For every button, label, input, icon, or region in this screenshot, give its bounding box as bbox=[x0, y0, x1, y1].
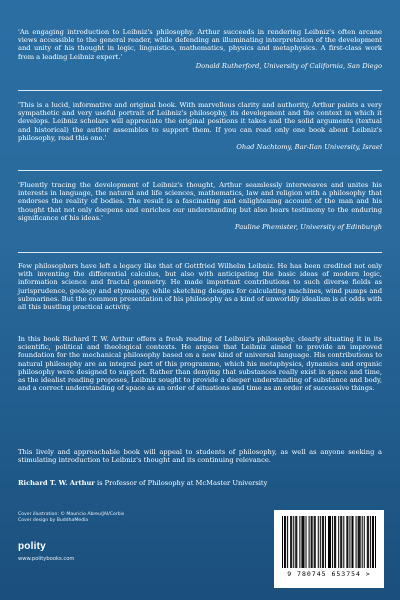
review-quote-3 bbox=[18, 181, 382, 231]
quote-attribution: Ohad Nachtomy, Bar-Ilan University, Israel bbox=[236, 143, 382, 152]
barcode-bar bbox=[362, 516, 363, 568]
barcode-bar bbox=[293, 516, 294, 568]
barcode-bar bbox=[301, 516, 302, 568]
barcode-bar bbox=[364, 516, 365, 568]
barcode-bar bbox=[309, 516, 310, 568]
barcode-bar bbox=[349, 516, 350, 568]
barcode-bar bbox=[287, 516, 288, 568]
barcode-bar bbox=[306, 516, 307, 568]
blurb-paragraph-2: In this book Richard T. W. Arthur offers a fresh reading of Leibniz's philosophy, clearly situating it in its scientific, political and theological contexts. He argues that Leibniz aimed to provide an improved foundation for the mechanical philosophy based on a new kind of universal language. His contributions to natural philosophy are an integral part of this programme, which his metaphysics, dynamics and organic philosophy were designed to support. Rather than denying that substances really exist in space and time, as the idealist reading proposes, Leibniz sought to provide a deeper understanding of substance and body, and a correct understanding of space as an order of situations and time as an order of successive things. bbox=[18, 335, 382, 393]
quote-text: 'An engaging introduction to Leibniz's philosophy. Arthur succeeds in rendering Leibniz's often arcane views accessible to the general reader, while defending an illuminating interpretation of the development and unity of his thought in logic, linguistics, mathematics, physics and metaphysics. A first-class work from a leading Leibniz expert.' bbox=[18, 28, 382, 61]
review-quote-2 bbox=[18, 101, 382, 151]
divider bbox=[18, 90, 382, 91]
barcode-bar bbox=[334, 516, 335, 568]
quote-text: 'Fluently tracing the development of Leibniz's thought, Arthur seamlessly interweaves and unites his interests in language, the natural and life sciences, mathematics, law and religion with a philosophy that endorses the reality of bodies. The result is a fascinating and enlightening account of the man and his thought that not only deepens and enriches our understanding but also bears testimony to the enduring significance of his ideas.' bbox=[18, 181, 382, 222]
barcode-bar bbox=[375, 516, 376, 568]
author-bio-text: is Professor of Philosophy at McMaster University bbox=[94, 479, 268, 487]
blurb-paragraph-3: This lively and approachable book will appeal to students of philosophy, as well as anyone seeking a stimulating introduction to Leibniz's thought and its continuing relevance. bbox=[18, 448, 382, 465]
barcode-bar bbox=[322, 516, 323, 568]
barcode bbox=[274, 510, 384, 588]
barcode-bar bbox=[372, 516, 373, 568]
cover-credits bbox=[18, 512, 124, 524]
quote-attribution: Donald Rutherford, University of California, San Diego bbox=[195, 61, 382, 70]
barcode-bar bbox=[318, 516, 319, 568]
barcode-bar bbox=[282, 516, 283, 568]
barcode-bar bbox=[295, 516, 296, 568]
barcode-bar bbox=[290, 516, 291, 568]
review-quote-1 bbox=[18, 28, 382, 70]
blurb-paragraph-1: Few philosophers have left a legacy like that of Gottfried Wilhelm Leibniz. He has been credited not only with inventing the differential calculus, but also with anticipating the basic ideas of modern logic, information science and fractal geometry. He made important contributions to such diverse fields as jurisprudence, geology and etymology, while sketching designs for calculating machines, wind pumps and submarines. But the common presentation of his philosophy as a kind of unworldly idealism is at odds with all this bustling practical activity. bbox=[18, 262, 382, 312]
divider bbox=[18, 252, 382, 253]
author-name: Richard T. W. Arthur bbox=[18, 479, 95, 487]
barcode-bar bbox=[303, 516, 304, 568]
illustration-credit: Cover illustration: © Mauricio Abreu/JAI/Corbis bbox=[18, 512, 125, 517]
barcode-bar bbox=[320, 516, 321, 568]
barcode-bar bbox=[311, 516, 312, 568]
barcode-bar bbox=[373, 516, 374, 568]
publisher-logo: polity bbox=[18, 541, 46, 552]
barcode-bar bbox=[325, 516, 326, 568]
barcode-bar bbox=[343, 516, 344, 568]
barcode-bar bbox=[346, 516, 347, 568]
barcode-bar bbox=[302, 516, 303, 568]
design-credit: Cover design by BuddhaMedia bbox=[18, 518, 89, 524]
barcode-bar bbox=[356, 516, 357, 568]
barcode-bar bbox=[367, 516, 368, 568]
barcode-bar bbox=[332, 516, 333, 568]
quote-text: 'This is a lucid, informative and original book. With marvellous clarity and authority, Arthur paints a very sympathetic and very useful portrait of Leibniz's philosophy, its development and the context in which it develops. Leibniz scholars will appreciate the original positions it takes and the solid arguments (textual and historical) the author assembles to support them. If you can read only one book about Leibniz's philosophy, read this one.' bbox=[18, 101, 382, 142]
barcode-bar bbox=[341, 516, 342, 568]
barcode-bar bbox=[340, 516, 341, 568]
barcode-bar bbox=[351, 516, 352, 568]
barcode-bar bbox=[328, 516, 329, 568]
barcode-bar bbox=[370, 516, 371, 568]
isbn-number: 9 780745 653754 > bbox=[287, 570, 371, 578]
quote-attribution: Pauline Phemister, University of Edinburgh bbox=[235, 223, 382, 232]
barcode-bar bbox=[285, 516, 286, 568]
barcode-bar bbox=[323, 516, 324, 568]
barcode-bar bbox=[347, 516, 348, 568]
barcode-bar bbox=[291, 516, 292, 568]
barcode-bar bbox=[314, 516, 315, 568]
barcode-bar bbox=[284, 516, 285, 568]
barcode-bar bbox=[312, 516, 313, 568]
barcode-bar bbox=[338, 516, 339, 568]
author-bio bbox=[18, 479, 382, 487]
barcode-bar bbox=[335, 516, 336, 568]
barcode-bar bbox=[353, 516, 354, 568]
barcode-bar bbox=[359, 516, 360, 568]
barcode-bar bbox=[315, 516, 316, 568]
barcode-bar bbox=[296, 516, 297, 568]
barcode-bar bbox=[299, 516, 300, 568]
barcode-bar bbox=[329, 516, 330, 568]
divider bbox=[18, 170, 382, 171]
barcode-bar bbox=[358, 516, 359, 568]
barcode-bar bbox=[368, 516, 369, 568]
publisher-website: www.politybooks.com bbox=[18, 556, 75, 562]
barcode-bar bbox=[330, 516, 331, 568]
barcode-bar bbox=[360, 516, 361, 568]
barcode-bars bbox=[282, 516, 376, 568]
